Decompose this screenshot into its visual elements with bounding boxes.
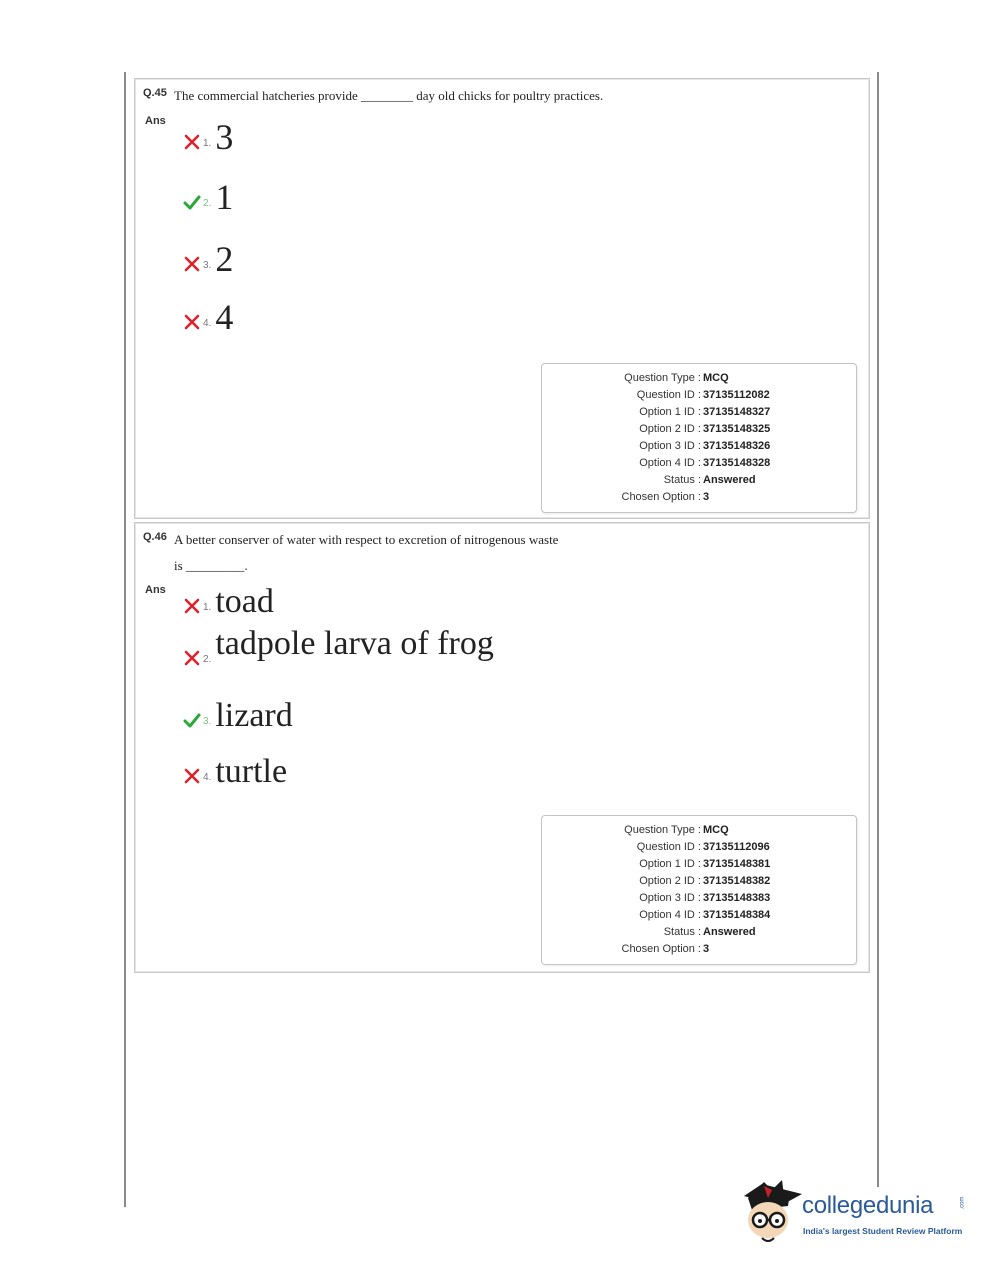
meta-row xyxy=(542,457,856,474)
option-text: 1 xyxy=(215,177,234,217)
meta-row xyxy=(542,389,856,406)
cross-icon xyxy=(183,313,201,331)
meta-row xyxy=(542,474,856,491)
meta-label: Option 3 ID : xyxy=(639,892,701,904)
option-number: 4. xyxy=(203,772,212,783)
meta-label: Option 2 ID : xyxy=(639,875,701,887)
option-text: toad xyxy=(215,583,274,620)
option-number: 3. xyxy=(203,260,212,271)
meta-row xyxy=(542,406,856,423)
option-number: 2. xyxy=(203,198,212,209)
meta-value: Answered xyxy=(703,474,756,486)
option-text: 2 xyxy=(215,239,234,279)
meta-row xyxy=(542,440,856,457)
meta-label: Option 1 ID : xyxy=(639,858,701,870)
meta-label: Option 2 ID : xyxy=(639,423,701,435)
meta-value: 37135112096 xyxy=(703,841,770,853)
meta-row xyxy=(542,875,856,892)
meta-row xyxy=(542,423,856,440)
meta-row xyxy=(542,491,856,508)
meta-value: 3 xyxy=(703,943,710,955)
question-number: Q.45 xyxy=(143,87,167,99)
option-text: 4 xyxy=(215,297,234,337)
option-text: tadpole larva of frog xyxy=(215,625,494,662)
meta-label: Status : xyxy=(663,926,701,938)
meta-row xyxy=(542,372,856,389)
logo-tagline: India's largest Student Review Platform xyxy=(803,1226,963,1236)
question-number: Q.46 xyxy=(143,531,167,543)
option-number: 4. xyxy=(203,318,212,329)
question-meta-panel xyxy=(541,815,857,965)
meta-value: Answered xyxy=(703,926,756,938)
option-row xyxy=(183,625,494,671)
option-text: 3 xyxy=(215,117,234,157)
question-card-46 xyxy=(134,522,870,973)
meta-value: 37135148328 xyxy=(703,457,771,469)
meta-value: 37135148325 xyxy=(703,423,771,435)
option-row xyxy=(183,295,233,335)
meta-row xyxy=(542,909,856,926)
logo-wordmark: collegedunia xyxy=(802,1192,934,1219)
meta-label: Status : xyxy=(663,474,701,486)
meta-label: Option 4 ID : xyxy=(639,909,701,921)
ans-label: Ans xyxy=(145,115,166,127)
meta-label: Question Type : xyxy=(624,824,701,836)
meta-label: Question Type : xyxy=(624,372,701,384)
question-text-part: day old chicks for poultry practices. xyxy=(416,88,604,103)
check-icon xyxy=(183,711,201,729)
cross-icon xyxy=(183,767,201,785)
cross-icon xyxy=(183,133,201,151)
meta-label: Question ID : xyxy=(636,389,701,401)
question-text: A better conserver of water with respect to excretion of nitrogenous waste xyxy=(174,532,559,547)
meta-row xyxy=(542,841,856,858)
meta-label: Option 4 ID : xyxy=(639,457,701,469)
meta-value: 37135148381 xyxy=(703,858,771,870)
meta-value: 37135148326 xyxy=(703,440,771,452)
question-card-45 xyxy=(134,78,870,519)
cross-icon xyxy=(183,255,201,273)
cross-icon xyxy=(183,649,201,667)
meta-value: 37135148383 xyxy=(703,892,771,904)
option-text: lizard xyxy=(215,697,293,734)
option-number: 1. xyxy=(203,138,212,149)
question-blank: ________ xyxy=(360,88,413,103)
option-row xyxy=(183,237,233,277)
meta-value: 37135148384 xyxy=(703,909,771,921)
question-text: is _________. xyxy=(174,558,248,573)
meta-value: 3 xyxy=(703,491,710,503)
option-number: 2. xyxy=(203,654,212,665)
meta-value: MCQ xyxy=(703,372,729,384)
page-left-border xyxy=(124,72,126,1207)
meta-value: 37135112082 xyxy=(703,389,770,401)
question-text xyxy=(174,88,603,104)
question-meta-panel xyxy=(541,363,857,513)
meta-value: 37135148382 xyxy=(703,875,771,887)
option-row xyxy=(183,115,233,155)
meta-row xyxy=(542,892,856,909)
meta-label: Chosen Option : xyxy=(621,943,701,955)
collegedunia-logo[interactable] xyxy=(742,1176,972,1246)
check-icon xyxy=(183,193,201,211)
page-right-border xyxy=(877,72,879,1187)
option-row xyxy=(183,579,274,619)
option-number: 1. xyxy=(203,602,212,613)
meta-value: MCQ xyxy=(703,824,729,836)
meta-label: Option 3 ID : xyxy=(639,440,701,452)
meta-row xyxy=(542,858,856,875)
mascot-icon xyxy=(742,1176,804,1246)
logo-suffix: .com xyxy=(959,1196,966,1210)
option-row xyxy=(183,693,293,733)
meta-value: 37135148327 xyxy=(703,406,771,418)
meta-row xyxy=(542,926,856,943)
meta-row xyxy=(542,824,856,841)
meta-label: Chosen Option : xyxy=(621,491,701,503)
meta-label: Question ID : xyxy=(636,841,701,853)
option-row xyxy=(183,175,233,215)
question-text-part: The commercial hatcheries provide xyxy=(174,88,358,103)
option-number: 3. xyxy=(203,716,212,727)
meta-row xyxy=(542,943,856,960)
cross-icon xyxy=(183,597,201,615)
option-row xyxy=(183,749,287,789)
option-text: turtle xyxy=(215,753,288,790)
ans-label: Ans xyxy=(145,584,166,596)
meta-label: Option 1 ID : xyxy=(639,406,701,418)
